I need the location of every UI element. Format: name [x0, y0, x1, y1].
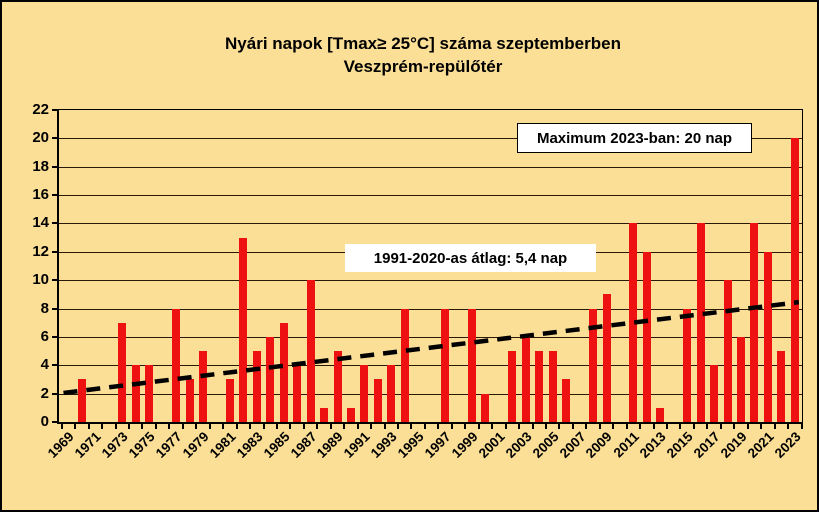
x-tick-30: [464, 424, 466, 429]
y-tick-16: [52, 194, 57, 196]
x-tick-11: [209, 424, 211, 429]
x-label-1979: 1979: [179, 429, 212, 461]
x-tick-42: [626, 424, 628, 429]
x-tick-55: [801, 424, 803, 429]
x-label-1969: 1969: [45, 429, 78, 461]
x-tick-28: [437, 424, 439, 429]
x-tick-35: [532, 424, 534, 429]
y-label-14: 14: [32, 214, 49, 232]
x-label-1989: 1989: [314, 429, 347, 461]
x-label-1977: 1977: [152, 429, 185, 461]
y-label-10: 10: [32, 271, 49, 289]
y-tick-8: [52, 308, 57, 310]
x-label-2019: 2019: [717, 429, 750, 461]
y-label-20: 20: [32, 129, 49, 147]
x-label-1993: 1993: [368, 429, 400, 461]
x-tick-21: [343, 424, 345, 429]
x-tick-2: [88, 424, 90, 429]
annotation-maximum-text: Maximum 2023-ban: 20 nap: [536, 129, 733, 147]
x-tick-7: [155, 424, 157, 429]
x-label-2001: 2001: [475, 429, 508, 461]
y-tick-6: [52, 336, 57, 338]
x-label-1995: 1995: [394, 429, 427, 461]
x-tick-27: [424, 424, 426, 429]
annotation-maximum-box: [517, 123, 752, 153]
x-tick-16: [276, 424, 278, 429]
y-tick-22: [52, 109, 57, 111]
x-tick-36: [545, 424, 547, 429]
x-tick-40: [599, 424, 601, 429]
x-label-2005: 2005: [529, 429, 562, 461]
x-label-1999: 1999: [448, 429, 481, 461]
y-tick-0: [52, 421, 57, 423]
y-tick-20: [52, 137, 57, 139]
x-label-1997: 1997: [421, 429, 454, 461]
x-tick-51: [747, 424, 749, 429]
x-tick-33: [505, 424, 507, 429]
x-tick-8: [168, 424, 170, 429]
x-tick-52: [760, 424, 762, 429]
x-tick-3: [101, 424, 103, 429]
y-label-8: 8: [40, 299, 49, 317]
x-tick-4: [115, 424, 117, 429]
y-label-6: 6: [40, 327, 49, 345]
annotation-average-box: [345, 244, 596, 272]
x-tick-20: [330, 424, 332, 429]
y-tick-10: [52, 279, 57, 281]
y-label-16: 16: [32, 186, 49, 204]
x-tick-23: [370, 424, 372, 429]
x-tick-6: [141, 424, 143, 429]
x-label-1971: 1971: [72, 429, 104, 461]
x-label-2023: 2023: [771, 429, 804, 461]
x-tick-22: [357, 424, 359, 429]
x-label-1975: 1975: [125, 429, 158, 461]
x-tick-18: [303, 424, 305, 429]
x-label-1973: 1973: [99, 429, 131, 461]
x-tick-13: [236, 424, 238, 429]
y-label-12: 12: [32, 242, 49, 260]
x-label-2013: 2013: [637, 429, 669, 461]
x-tick-26: [410, 424, 412, 429]
y-label-4: 4: [40, 356, 49, 374]
x-tick-15: [263, 424, 265, 429]
x-tick-45: [666, 424, 668, 429]
x-label-1985: 1985: [260, 429, 293, 461]
x-tick-24: [384, 424, 386, 429]
x-tick-0: [61, 424, 63, 429]
y-label-18: 18: [32, 157, 49, 175]
x-label-2017: 2017: [690, 429, 723, 461]
x-tick-53: [774, 424, 776, 429]
x-tick-1: [74, 424, 76, 429]
x-tick-17: [289, 424, 291, 429]
x-tick-25: [397, 424, 399, 429]
x-tick-43: [639, 424, 641, 429]
y-tick-18: [52, 166, 57, 168]
x-label-2011: 2011: [610, 429, 642, 461]
x-tick-37: [558, 424, 560, 429]
x-tick-49: [720, 424, 722, 429]
x-tick-12: [222, 424, 224, 429]
y-tick-2: [52, 393, 57, 395]
x-tick-5: [128, 424, 130, 429]
x-label-1987: 1987: [287, 429, 320, 461]
y-tick-14: [52, 222, 57, 224]
chart-title-line1: Nyári napok [Tmax≥ 25°C] száma szeptemberben: [225, 34, 621, 53]
x-tick-10: [195, 424, 197, 429]
x-tick-31: [478, 424, 480, 429]
x-tick-39: [585, 424, 587, 429]
y-tick-4: [52, 364, 57, 366]
x-tick-9: [182, 424, 184, 429]
x-tick-50: [733, 424, 735, 429]
y-tick-12: [52, 251, 57, 253]
x-label-2021: 2021: [744, 429, 777, 461]
x-label-2015: 2015: [663, 429, 696, 461]
x-tick-38: [572, 424, 574, 429]
y-label-0: 0: [40, 413, 49, 430]
x-tick-34: [518, 424, 520, 429]
x-label-2003: 2003: [502, 429, 535, 461]
chart-title: [23, 32, 819, 78]
y-label-22: 22: [32, 101, 49, 118]
x-label-2007: 2007: [556, 429, 589, 461]
x-tick-19: [316, 424, 318, 429]
x-tick-54: [787, 424, 789, 429]
x-label-1983: 1983: [233, 429, 266, 461]
x-label-2009: 2009: [583, 429, 616, 461]
chart-title-line2: Veszprém-repülőtér: [343, 57, 503, 76]
x-label-1981: 1981: [206, 429, 239, 461]
x-label-1991: 1991: [341, 429, 373, 461]
x-tick-32: [491, 424, 493, 429]
x-tick-41: [612, 424, 614, 429]
x-tick-44: [653, 424, 655, 429]
x-tick-48: [706, 424, 708, 429]
x-tick-14: [249, 424, 251, 429]
x-tick-47: [693, 424, 695, 429]
annotation-average-text: 1991-2020-as átlag: 5,4 nap: [373, 249, 568, 267]
y-label-2: 2: [40, 384, 49, 402]
x-tick-46: [679, 424, 681, 429]
x-tick-29: [451, 424, 453, 429]
